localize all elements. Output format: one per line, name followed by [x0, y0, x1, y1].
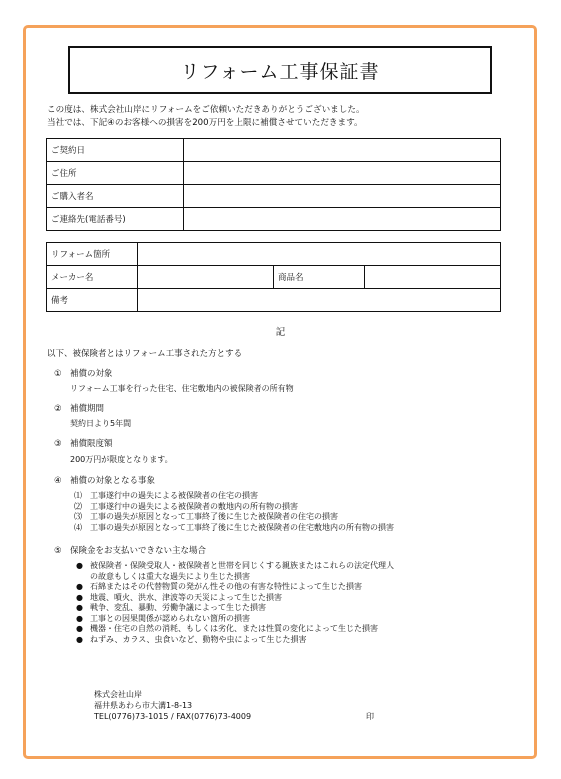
address-label: ご住所 — [47, 162, 184, 185]
exclusions-list — [54, 561, 394, 645]
bullet-icon: ● — [76, 613, 83, 623]
bullet-icon: ● — [76, 561, 83, 570]
table-row — [47, 208, 501, 231]
company-footer — [94, 689, 251, 722]
list-item — [76, 603, 394, 614]
bullet-icon: ● — [76, 603, 83, 612]
address-field[interactable] — [184, 162, 501, 185]
section-number: ① — [54, 369, 62, 379]
section-body: 契約日より5年間 — [70, 419, 132, 428]
intro-text — [47, 104, 365, 130]
item-text: 被保険者・保険受取人・被保険者と世帯を同じくする親族またはこれらの法定代理人 — [90, 561, 394, 570]
product-field[interactable] — [365, 266, 501, 289]
section-number: ④ — [54, 476, 62, 486]
product-label: 商品名 — [274, 266, 365, 289]
section-covered-events — [54, 475, 394, 533]
section-title: 補償の対象 — [70, 369, 113, 379]
bullet-icon: ● — [76, 582, 83, 591]
section-body: 200万円が限度となります。 — [70, 455, 173, 464]
document-title: リフォーム工事保証書 — [180, 60, 380, 83]
section-number: ⑤ — [54, 546, 62, 556]
phone-field[interactable] — [184, 208, 501, 231]
maker-field[interactable] — [138, 266, 274, 289]
company-name: 株式会社山岸 — [94, 690, 142, 699]
item-text: 工事の過失が原因となって工事終了後に生じた被保険者の住宅の損害 — [90, 512, 338, 521]
purchaser-name-field[interactable] — [184, 185, 501, 208]
company-contact: TEL(0776)73-1015 / FAX(0776)73-4009 — [94, 712, 252, 721]
contract-date-label: ご契約日 — [47, 139, 184, 162]
item-text: 工事の過失が原因となって工事終了後に生じた被保険者の住宅敷地内の所有物の損害 — [90, 522, 394, 532]
list-item — [74, 491, 394, 502]
title-box — [68, 46, 492, 94]
table-row — [47, 139, 501, 162]
section-title: 補償の対象となる事象 — [70, 476, 156, 486]
item-text: 工事遂行中の過失による被保険者の住宅の損害 — [90, 491, 258, 500]
list-item — [76, 582, 394, 593]
item-marker: ⑴ — [74, 491, 82, 500]
list-item — [74, 512, 394, 523]
contract-date-field[interactable] — [184, 139, 501, 162]
section-title: 補償期間 — [70, 404, 105, 414]
table-row — [47, 289, 501, 312]
list-item — [76, 635, 394, 646]
section-title: 補償限度額 — [70, 439, 113, 449]
section-exclusions — [54, 545, 394, 645]
bullet-icon: ● — [76, 624, 83, 633]
list-item-continuation — [76, 572, 394, 583]
maker-label: メーカー名 — [47, 266, 138, 289]
table-row — [47, 243, 501, 266]
section-title: 保険金をお支払いできない主な場合 — [70, 546, 207, 556]
intro-line: 当社では、下記④のお客様への損害を200万円を上限に補償させていただきます。 — [47, 118, 363, 128]
item-text: 工事遂行中の過失による被保険者の敷地内の所有物の損害 — [90, 501, 298, 511]
bullet-icon: ● — [76, 634, 83, 644]
list-item — [74, 502, 394, 513]
company-address: 福井県あわら市大溝1-8-13 — [94, 701, 193, 710]
list-item — [74, 523, 394, 534]
customer-info-table — [46, 138, 501, 231]
ki-heading: 記 — [275, 327, 286, 338]
item-text: 石綿またはその代替物質の発がん性その他の有害な特性によって生じた損害 — [90, 582, 362, 591]
list-item — [76, 593, 394, 604]
item-text: 機器・住宅の自然の消耗、もしくは劣化、または性質の変化によって生じた損害 — [90, 624, 378, 633]
seal-mark: 印 — [366, 712, 374, 721]
list-item — [76, 561, 394, 572]
reform-location-label: リフォーム箇所 — [47, 243, 138, 266]
item-text: の故意もしくは重大な過失により生じた損害 — [90, 571, 250, 581]
bullet-icon: ● — [76, 592, 83, 602]
reform-location-field[interactable] — [138, 243, 501, 266]
remarks-field[interactable] — [138, 289, 501, 312]
item-marker: ⑷ — [74, 522, 82, 532]
item-marker: ⑵ — [74, 501, 82, 511]
section-coverage-period — [54, 403, 131, 430]
item-text: 地震、噴火、洪水、津波等の天災によって生じた損害 — [90, 592, 282, 602]
table-row — [47, 266, 501, 289]
list-item — [76, 624, 394, 635]
preamble: 以下、被保険者とはリフォーム工事された方とする — [47, 349, 243, 359]
section-body: リフォーム工事を行った住宅、住宅敷地内の被保険者の所有物 — [70, 384, 294, 393]
purchaser-name-label: ご購入者名 — [47, 185, 184, 208]
covered-events-list — [54, 491, 394, 533]
section-number: ② — [54, 404, 62, 414]
section-coverage-limit — [54, 438, 173, 466]
table-row — [47, 162, 501, 185]
item-marker: ⑶ — [74, 512, 82, 521]
section-coverage-target — [54, 368, 294, 395]
list-item — [76, 614, 394, 625]
remarks-label: 備考 — [47, 289, 138, 312]
item-text: ねずみ、カラス、虫食いなど、動物や虫によって生じた損害 — [90, 634, 307, 644]
item-text: 戦争、変乱、暴動、労働争議によって生じた損害 — [90, 603, 266, 612]
intro-line: この度は、株式会社山岸にリフォームをご依頼いただきありがとうございました。 — [47, 105, 365, 115]
phone-label: ご連絡先(電話番号) — [47, 208, 184, 231]
item-text: 工事との因果関係が認められない箇所の損害 — [90, 613, 250, 623]
table-row — [47, 185, 501, 208]
reform-info-table — [46, 242, 501, 312]
section-number: ③ — [54, 439, 62, 449]
